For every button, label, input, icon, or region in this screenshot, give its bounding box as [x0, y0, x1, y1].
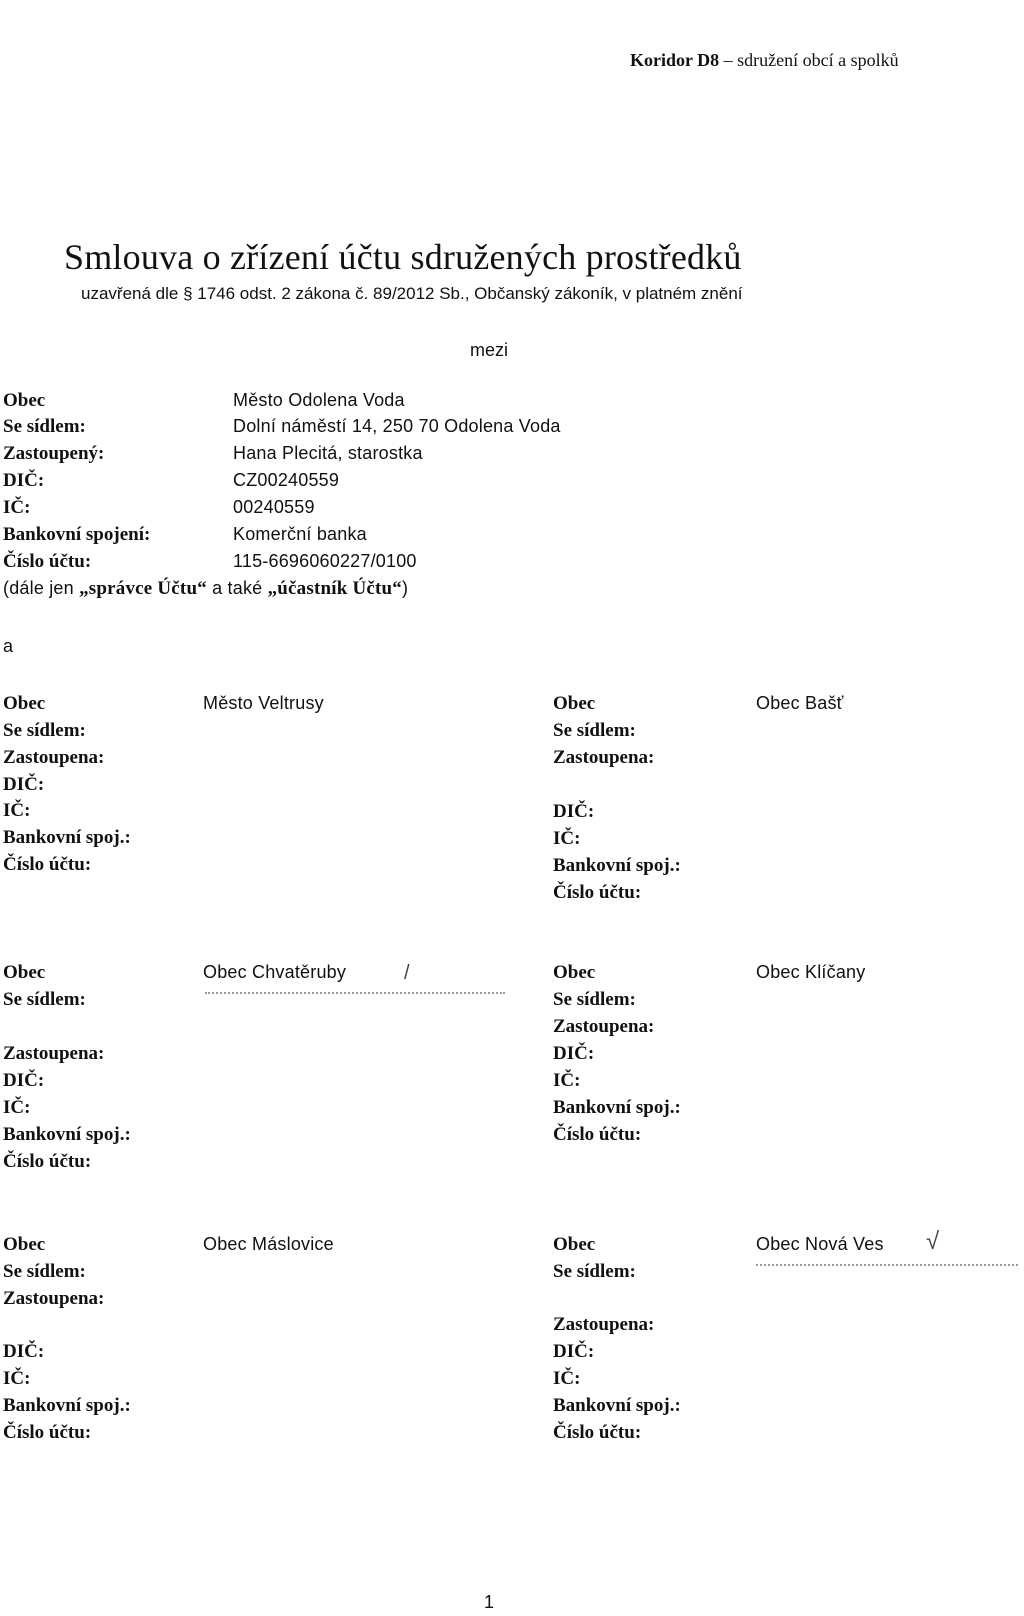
- party-label-ucet: Číslo účtu:: [553, 1422, 642, 1443]
- party-label-dic: DIČ:: [3, 1070, 45, 1091]
- note-middle: a také: [206, 578, 268, 598]
- party-label-sidlo: Se sídlem:: [3, 720, 86, 741]
- party-label-bank: Bankovní spoj.:: [3, 827, 131, 848]
- main-party-label-ucet: Číslo účtu:: [3, 551, 92, 572]
- party-label-zastoupena: Zastoupena:: [3, 1288, 105, 1309]
- party-name: Město Veltrusy: [203, 693, 324, 713]
- header-org-name: Koridor D8: [630, 50, 720, 70]
- between-word: mezi: [470, 340, 509, 360]
- party-label-sidlo: Se sídlem:: [3, 1261, 86, 1282]
- party-name: Obec Klíčany: [756, 962, 866, 982]
- party-label-ic: IČ:: [3, 800, 31, 821]
- party-label-zastoupena: Zastoupena:: [553, 747, 655, 768]
- party-label-ic: IČ:: [3, 1097, 31, 1118]
- party-label-sidlo: Se sídlem:: [3, 989, 86, 1010]
- party-label-bank: Bankovní spoj.:: [553, 855, 681, 876]
- handwritten-mark: /: [404, 962, 410, 984]
- party-name: Obec Nová Ves: [756, 1234, 884, 1254]
- party-label-sidlo: Se sídlem:: [553, 1261, 636, 1282]
- header-organization: [630, 50, 899, 71]
- header-org-suffix: – sdružení obcí a spolků: [719, 50, 899, 70]
- main-party-value-ic: 00240559: [233, 497, 315, 517]
- party-name: Obec Chvatěruby: [203, 962, 347, 982]
- party-label-ic: IČ:: [553, 1070, 581, 1091]
- main-party-label-ic: IČ:: [3, 497, 31, 518]
- party-label-dic: DIČ:: [553, 1341, 595, 1362]
- party-label-ucet: Číslo účtu:: [553, 1124, 642, 1145]
- main-party-value-sidlo: Dolní náměstí 14, 250 70 Odolena Voda: [233, 416, 561, 436]
- party-label-ucet: Číslo účtu:: [3, 1422, 92, 1443]
- conjunction-a: a: [3, 636, 14, 656]
- party-label-bank: Bankovní spoj.:: [553, 1097, 681, 1118]
- party-label-ic: IČ:: [553, 828, 581, 849]
- party-label-ucet: Číslo účtu:: [3, 1151, 92, 1172]
- party-label-ic: IČ:: [3, 1368, 31, 1389]
- party-label-obec: Obec: [553, 1234, 596, 1255]
- note-term-participant: „účastník Účtu“: [267, 578, 402, 599]
- party-label-zastoupena: Zastoupena:: [553, 1016, 655, 1037]
- main-party-label-dic: DIČ:: [3, 470, 45, 491]
- party-label-obec: Obec: [3, 1234, 46, 1255]
- party-label-sidlo: Se sídlem:: [553, 989, 636, 1010]
- main-party-label-obec: Obec: [3, 390, 46, 411]
- party-label-bank: Bankovní spoj.:: [553, 1395, 681, 1416]
- party-label-ic: IČ:: [553, 1368, 581, 1389]
- main-party-value-bank: Komerční banka: [233, 524, 367, 544]
- faint-dotted-line: [205, 992, 505, 994]
- main-party-label-bank: Bankovní spojení:: [3, 524, 151, 545]
- party-label-dic: DIČ:: [3, 774, 45, 795]
- main-party-note: [3, 578, 408, 600]
- note-prefix: (dále jen: [3, 578, 80, 598]
- main-party-label-zastoupeny: Zastoupený:: [3, 443, 105, 464]
- party-label-dic: DIČ:: [553, 1043, 595, 1064]
- party-name: Obec Máslovice: [203, 1234, 334, 1254]
- party-label-obec: Obec: [3, 962, 46, 983]
- party-label-bank: Bankovní spoj.:: [3, 1395, 131, 1416]
- party-label-bank: Bankovní spoj.:: [3, 1124, 131, 1145]
- party-label-obec: Obec: [553, 693, 596, 714]
- note-term-administrator: „správce Účtu“: [79, 578, 207, 599]
- main-party-value-obec: Město Odolena Voda: [233, 390, 405, 410]
- document-subtitle: uzavřená dle § 1746 odst. 2 zákona č. 89/2012 Sb., Občanský zákoník, v platném znění: [81, 284, 743, 303]
- page-number: 1: [484, 1592, 495, 1612]
- faint-dotted-line: [756, 1264, 1018, 1266]
- main-party-value-dic: CZ00240559: [233, 470, 340, 490]
- party-label-sidlo: Se sídlem:: [553, 720, 636, 741]
- note-suffix: ): [402, 578, 409, 598]
- party-name: Obec Bašť: [756, 693, 844, 713]
- party-label-ucet: Číslo účtu:: [3, 854, 92, 875]
- party-label-zastoupena: Zastoupena:: [553, 1314, 655, 1335]
- handwritten-checkmark: √: [926, 1228, 940, 1255]
- main-party-value-ucet: 115-6696060227/0100: [233, 551, 417, 571]
- party-label-zastoupena: Zastoupena:: [3, 1043, 105, 1064]
- party-label-obec: Obec: [553, 962, 596, 983]
- party-label-dic: DIČ:: [553, 801, 595, 822]
- party-label-ucet: Číslo účtu:: [553, 882, 642, 903]
- main-party-value-zastoupeny: Hana Plecitá, starostka: [233, 443, 423, 463]
- party-label-zastoupena: Zastoupena:: [3, 747, 105, 768]
- document-title: Smlouva o zřízení účtu sdružených prostředků: [64, 237, 742, 277]
- party-label-obec: Obec: [3, 693, 46, 714]
- main-party-label-sidlo: Se sídlem:: [3, 416, 86, 437]
- party-label-dic: DIČ:: [3, 1341, 45, 1362]
